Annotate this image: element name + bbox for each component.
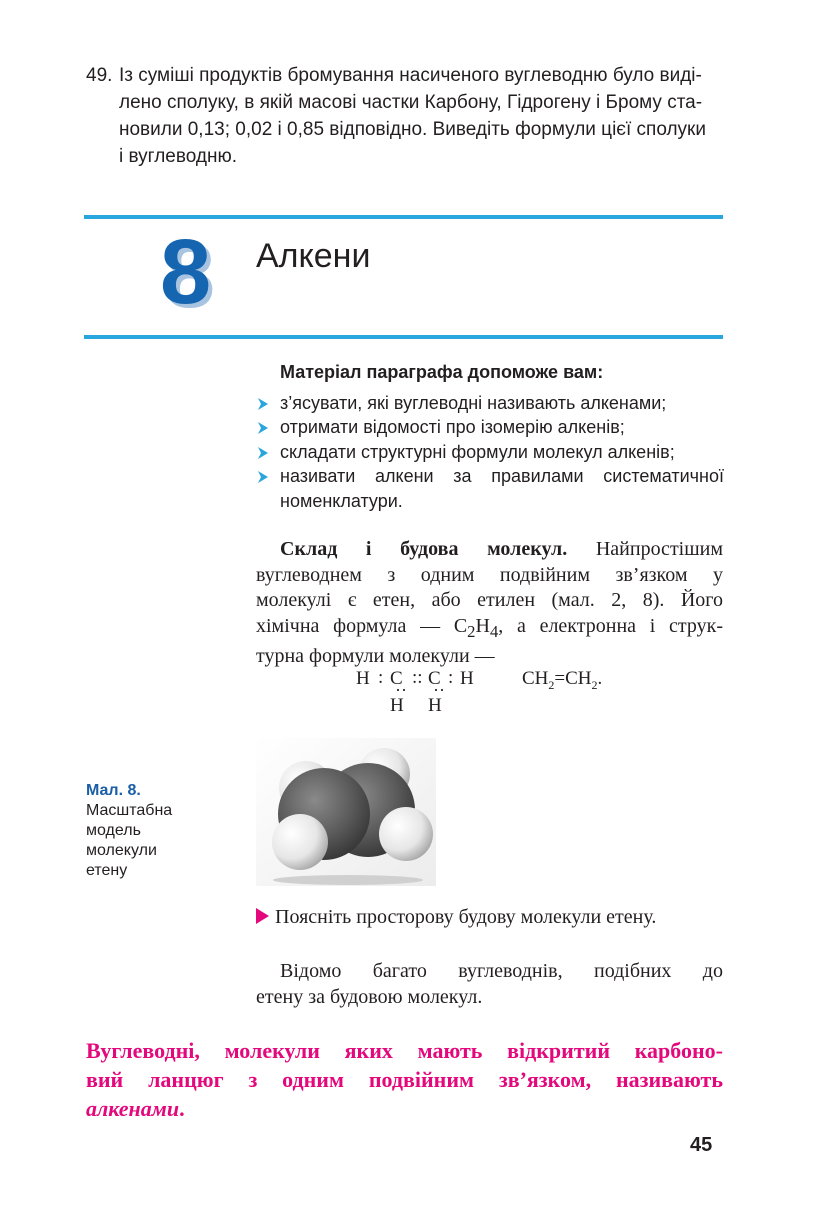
similar-hydrocarbons-paragraph xyxy=(256,958,723,1010)
goals-heading: Матеріал параграфа допоможе вам: xyxy=(280,362,604,382)
goal-text: називати алкени за правилами систематичної номенклатури. xyxy=(280,466,724,511)
ethene-space-filling-model-image xyxy=(256,738,436,886)
electron-formula-h: H xyxy=(460,668,474,689)
structural-formula xyxy=(522,668,602,693)
paragraph-line xyxy=(256,537,723,563)
chevron-right-icon xyxy=(256,470,270,484)
electron-formula-c: C xyxy=(390,668,403,689)
exercise-49 xyxy=(86,62,722,170)
electron-pair: : xyxy=(378,667,384,688)
section-title: Алкени xyxy=(256,237,371,275)
caption-line: молекули xyxy=(86,842,157,859)
subscript: 2 xyxy=(548,677,555,692)
chevron-right-icon xyxy=(256,397,270,411)
paragraph-text: Найпростішим xyxy=(567,538,723,560)
definition-line: вий ланцюг з одним подвійним зв’язком, називають xyxy=(86,1067,723,1092)
goal-item xyxy=(256,391,724,416)
paragraph-line: вуглеводнем з одним подвійним зв’язком у xyxy=(256,563,723,586)
subscript: 2 xyxy=(467,621,476,641)
electron-formula-c: C xyxy=(428,668,441,689)
exercise-text xyxy=(119,62,722,170)
figure-caption xyxy=(86,781,236,881)
ethene-formulas xyxy=(352,668,652,720)
exercise-line: і вуглеводню. xyxy=(119,146,237,167)
goal-item xyxy=(256,440,724,465)
question-task xyxy=(256,904,723,930)
subscript: 4 xyxy=(489,621,499,641)
paragraph-line: Відомо багато вуглеводнів, подібних до xyxy=(280,960,723,982)
text-fragment: , а електронна і струк- xyxy=(498,614,723,637)
double-bond-electrons: :: xyxy=(412,667,423,688)
exercise-line: Із суміші продуктів бромування насиченого вуглеводню було виді- xyxy=(119,65,702,86)
section-rule-top xyxy=(84,215,723,219)
paragraph-lead: Склад і будова молекул. xyxy=(280,538,568,560)
chevron-right-icon xyxy=(256,421,270,435)
exercise-number: 49. xyxy=(86,65,113,86)
paragraph-line: молекулі є етен, або етилен (мал. 2, 8). Його xyxy=(256,589,723,611)
section-rule-bottom xyxy=(84,335,723,339)
section-number: 8 xyxy=(160,221,212,323)
page-number: 45 xyxy=(690,1134,713,1156)
electron-formula-h: H xyxy=(428,695,442,716)
text-fragment: . xyxy=(597,668,603,689)
text-fragment: . xyxy=(179,1096,185,1121)
caption-line: Масштабна xyxy=(86,802,173,819)
exercise-line: лено сполуку, в якій масові частки Карбону, Гідрогену і Брому ста- xyxy=(119,92,703,113)
text-fragment: хімічна формула — C xyxy=(256,614,468,637)
electron-pair: : xyxy=(448,667,454,688)
electron-formula-h: H xyxy=(390,695,404,716)
goal-item xyxy=(256,415,724,440)
composition-paragraph xyxy=(256,537,723,670)
paragraph-line xyxy=(256,614,723,645)
caption-line: етену xyxy=(86,862,128,879)
electron-pair-dots: ·· xyxy=(395,680,407,700)
electron-formula-h: H xyxy=(356,668,370,689)
paragraph-line: турна формули молекули — xyxy=(256,645,495,667)
text-fragment: =CH xyxy=(554,668,592,689)
alkene-definition xyxy=(86,1036,723,1123)
subscript: 2 xyxy=(591,677,598,692)
goals-list xyxy=(256,391,724,514)
goal-text: з’ясувати, які вуглеводні називають алкенами; xyxy=(280,392,667,413)
goal-text: отримати відомості про ізомерію алкенів; xyxy=(280,417,625,437)
definition-term: алкенами xyxy=(86,1096,180,1121)
paragraph-line: етену за будовою молекул. xyxy=(256,986,483,1008)
text-fragment: H xyxy=(475,614,490,637)
goal-text: складати структурні формули молекул алкенів; xyxy=(280,441,675,462)
task-text: Поясніть просторову будову молекули етену. xyxy=(275,906,657,928)
caption-line: модель xyxy=(86,822,141,839)
electron-pair-dots: ·· xyxy=(433,680,445,700)
exercise-line: новили 0,13; 0,02 і 0,85 відповідно. Виведіть формули цієї сполуки xyxy=(119,119,706,140)
figure-label: Мал. 8. xyxy=(86,782,141,799)
chevron-right-icon xyxy=(256,446,270,460)
triangle-right-icon xyxy=(256,908,269,924)
text-fragment: CH xyxy=(522,668,549,689)
goal-item xyxy=(256,464,724,513)
definition-line xyxy=(86,1094,723,1123)
learning-goals xyxy=(256,360,724,513)
definition-line: Вуглеводні, молекули яких мають відкритий карбоно- xyxy=(86,1038,723,1063)
